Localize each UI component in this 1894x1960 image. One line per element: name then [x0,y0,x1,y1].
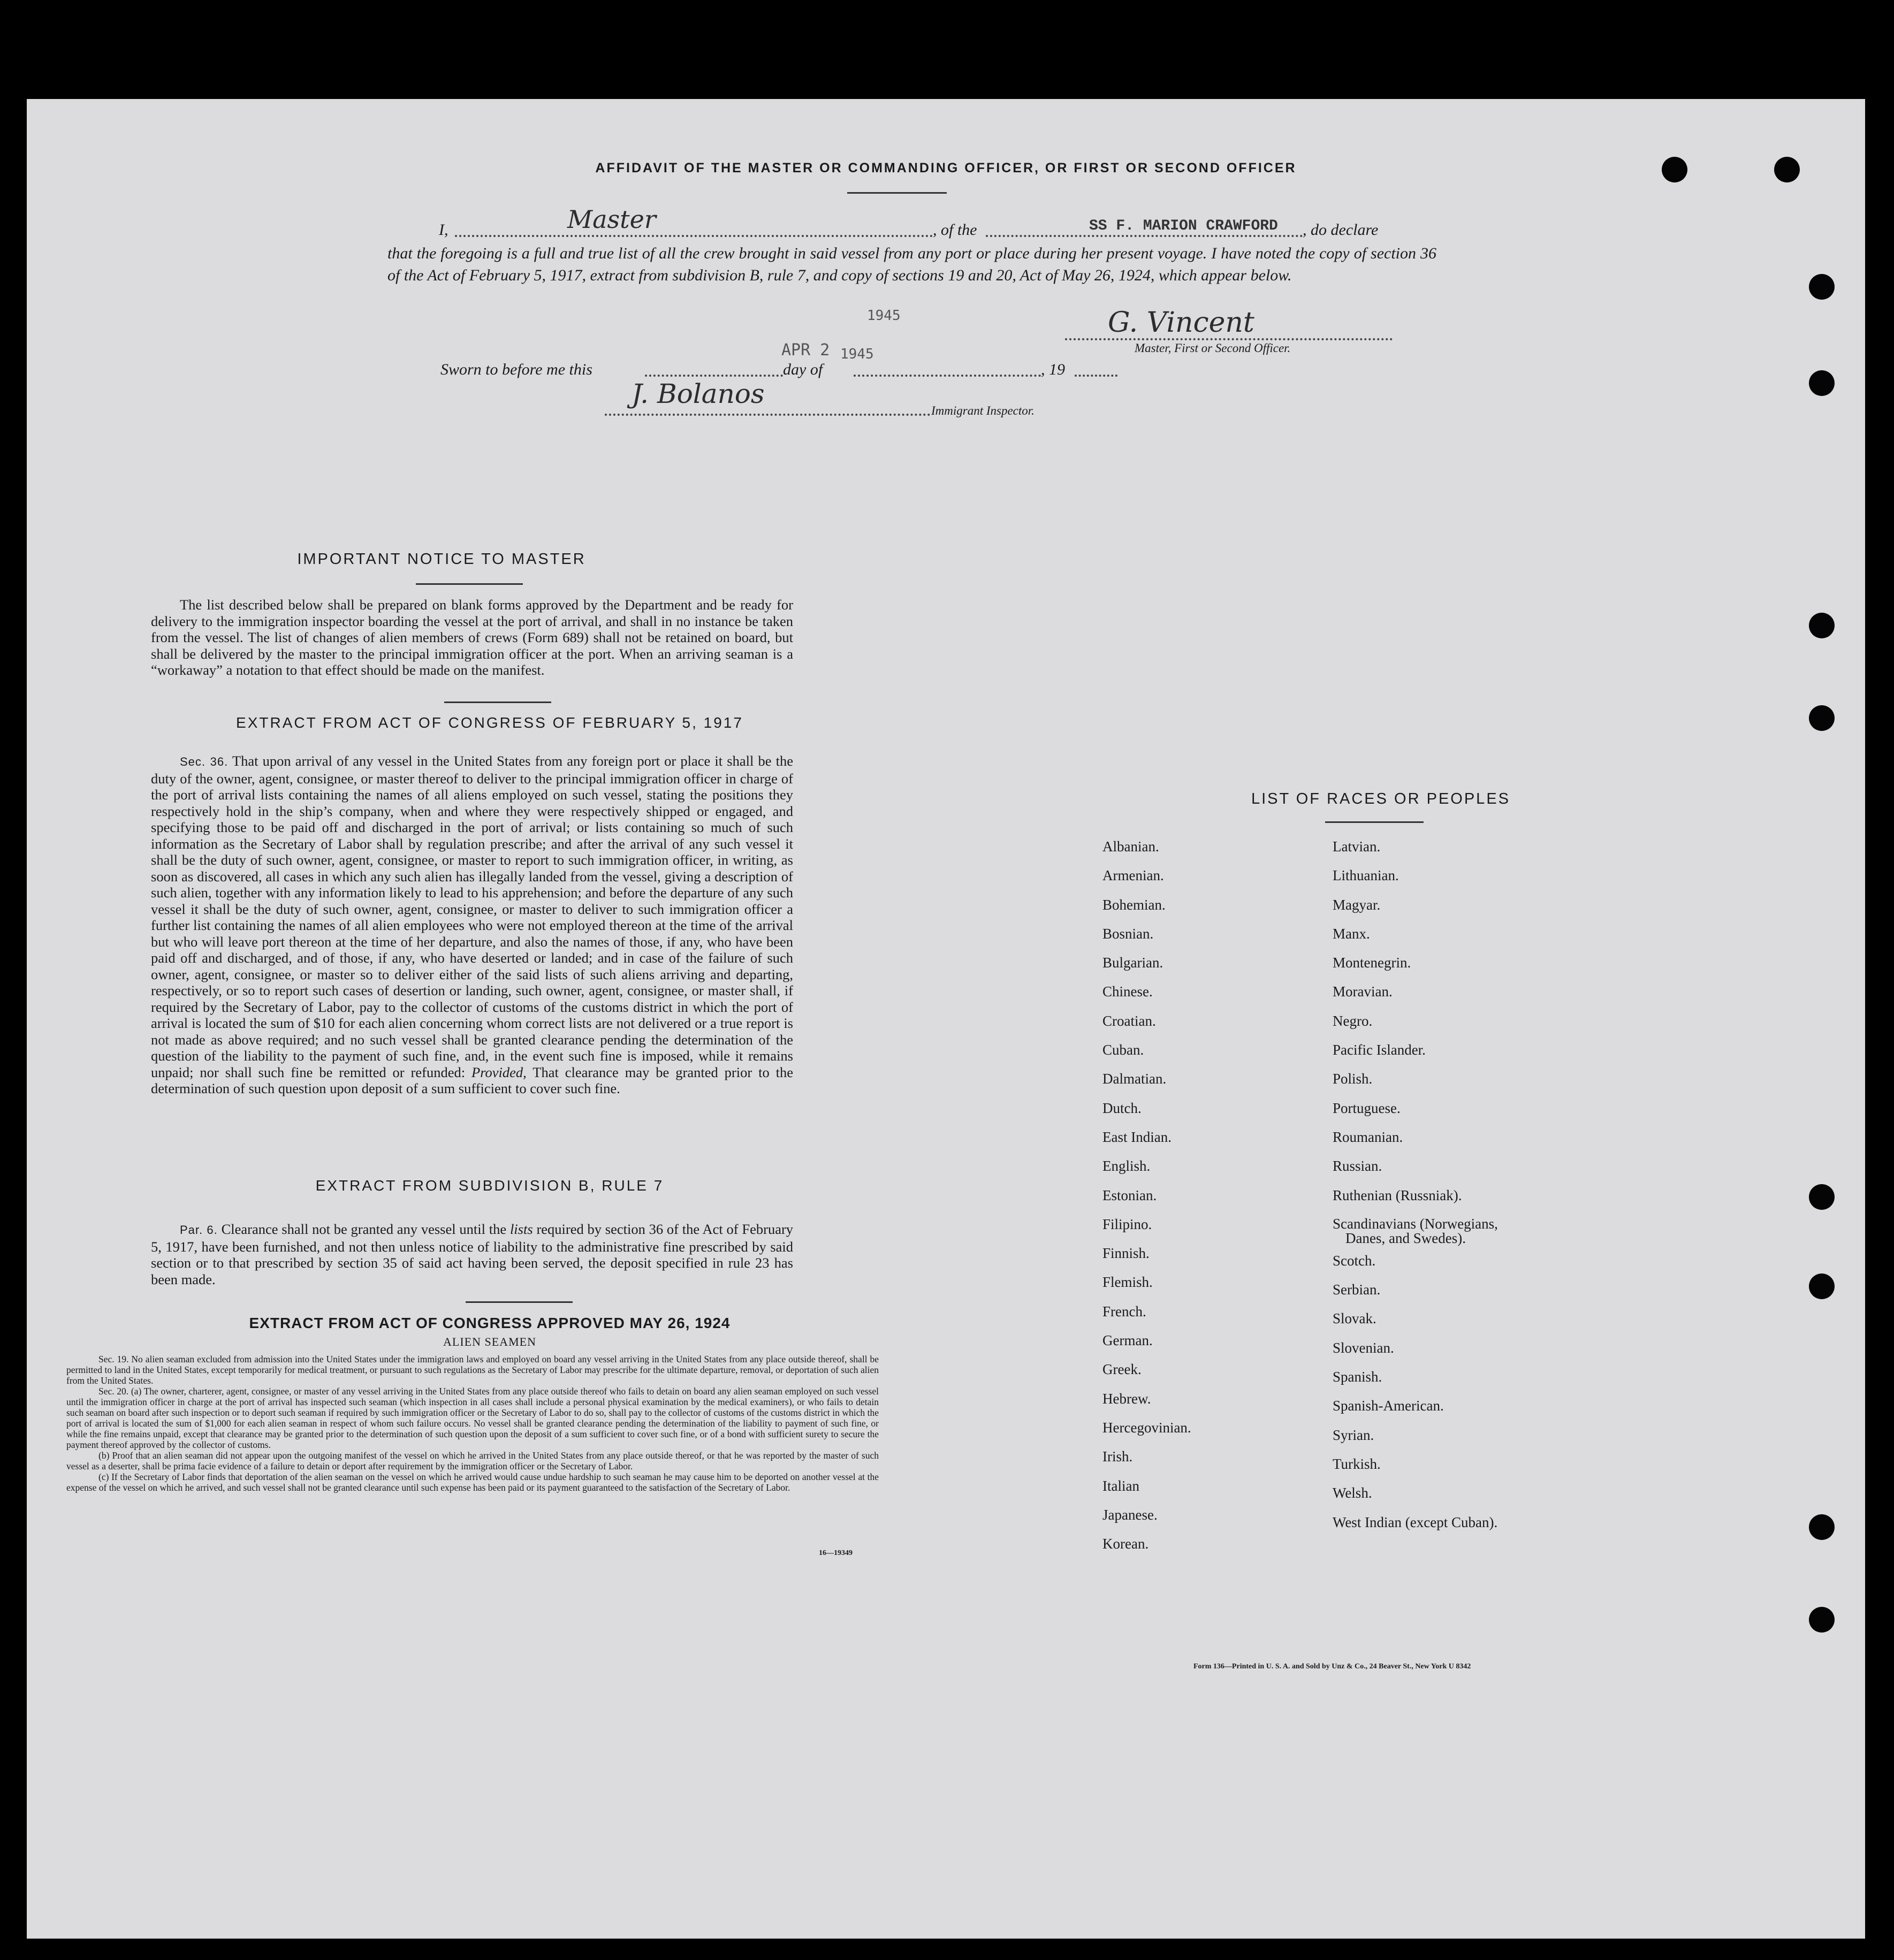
punch-hole [1809,613,1835,638]
rule7-text-b: required by section 36 of the Act of February 5, 1917, have been furnished, and not then unless notice of liability to the administrative fine prescribed by said section or to that prescribed by section 35 of said act having been served, the deposit specified in rule 23 has been made. [151,1221,794,1287]
punch-hole [1809,1514,1835,1540]
race-item: Portuguese. [1333,1100,1401,1116]
race-item: Chinese. [1102,983,1153,1000]
race-item: Danes, and Swedes). [1345,1230,1466,1246]
race-item: Spanish. [1333,1369,1382,1385]
notice-end-rule [444,701,551,703]
master-signature: G. Vincent [1108,307,1254,339]
rule7-end-rule [466,1301,573,1303]
sec-19-text: Sec. 19. No alien seaman excluded from admission into the United States under the immigration laws and employed on board any vessel arriving in the United States from any place outside thereof, shall be permitted to land in the United States, except temporarily for medical treatment, or pursuant to such regulations as the Secretary of Labor may prescribe for the ultimate departure, removal, or deportation of such alien from the United States. [66,1354,879,1386]
race-item: Dutch. [1102,1100,1142,1116]
extract-rule7-title: EXTRACT FROM SUBDIVISION B, RULE 7 [315,1177,664,1194]
punch-hole [1809,705,1835,731]
affidavit-title: AFFIDAVIT OF THE MASTER OR COMMANDING OFFICER, OR FIRST OR SECOND OFFICER [595,161,1297,176]
races-title-rule [1325,821,1424,823]
master-signature-label: Master, First or Second Officer. [1135,341,1291,355]
punch-hole [1809,1273,1835,1299]
affidavit-body: that the foregoing is a full and true list of all the crew brought in said vessel from any port or place during her present voyage. I have noted the copy of section 36 of the Act of February 5, 1917, extract from subdivision B, rule 7, and copy of sections 19 and 20, Act of May 26, 1924, which appear below. [387,245,1436,284]
punch-hole [1809,1607,1835,1633]
notice-body: The list described below shall be prepared on blank forms approved by the Department and be ready for delivery to the immigration inspector boarding the vessel at the port of arrival, and shall in no instance be taken from the vessel. The list of changes of alien members of crews (Form 689) shall not be retained on board, but shall be delivered by the master to the principal immigration officer at the port. When an arriving seaman is a “workaway” a notation to that effect should be made on the manifest. [151,597,793,678]
race-item: Croatian. [1102,1012,1156,1029]
inspector-signature-line [605,414,930,416]
race-item: Finnish. [1102,1245,1150,1262]
notice-title-rule [416,583,523,585]
section-36-label: Sec. 36. [180,755,229,768]
race-item: Scandinavians (Norwegians, [1333,1215,1498,1232]
race-item: Russian. [1333,1158,1382,1175]
races-title: LIST OF RACES OR PEOPLES [1251,790,1511,807]
race-item: West Indian (except Cuban). [1333,1514,1498,1530]
race-item: Lithuanian. [1333,867,1399,884]
race-item: Bohemian. [1102,896,1166,913]
provided-label: Provided, [471,1064,527,1080]
date-stamp-faint: 1945 [867,308,901,324]
sec-20b-text: (b) Proof that an alien seaman did not appear upon the outgoing manifest of the vessel on which he arrived in the United States from any place outside thereof, or that he was reported by the master of such vessel as a deserter, shall be prima facie evidence of a failure to detain or deport after requirement by the immigration officer or the Secretary of Labor. [66,1450,879,1471]
punch-hole [1774,157,1800,182]
affidavit-of-the-label: , of the [933,221,977,239]
races-left-column [1102,832,1191,1558]
affidavit-do-declare-label: , do declare [1303,221,1379,239]
race-item: Flemish. [1102,1274,1153,1291]
extract-1917-body [151,753,793,1097]
extract-rule7-body [151,1221,793,1287]
race-item: Hercegovinian. [1102,1419,1191,1436]
document-page [27,99,1865,1939]
race-item: Armenian. [1102,867,1164,884]
races-right-column [1333,832,1498,1537]
race-item: Filipino. [1102,1216,1152,1232]
race-item: Magyar. [1333,896,1381,913]
race-item: Dalmatian. [1102,1071,1167,1087]
extract-1924-title: EXTRACT FROM ACT OF CONGRESS APPROVED MAY 26, 1924 [249,1315,731,1331]
vessel-name-typed: SS F. MARION CRAWFORD [1089,218,1278,234]
race-item: Polish. [1333,1071,1373,1087]
sworn-day-label: day of [783,361,823,378]
race-item: English. [1102,1158,1151,1175]
extract-1924-body [66,1354,879,1493]
race-item: German. [1102,1332,1153,1349]
race-item: Latvian. [1333,838,1381,855]
race-item: Slovenian. [1333,1339,1394,1356]
race-item: Korean. [1102,1536,1149,1552]
notice-title: IMPORTANT NOTICE TO MASTER [297,551,586,568]
sec-20c-text: (c) If the Secretary of Labor finds that deportation of the alien seaman on the vessel on which he arrived would cause undue hardship to such seaman he may cause him to be deported on another vessel at the expense of the vessel on which he arrived, and such vessel shall not be granted clearance until such expense has been paid or its payment guaranteed to the satisfaction of the Secretary of Labor. [66,1471,879,1493]
race-item: Scotch. [1333,1252,1376,1269]
master-name-handwriting: Master [567,205,656,234]
race-item: Greek. [1102,1361,1142,1378]
printer-footer: Form 136—Printed in U. S. A. and Sold by Unz & Co., 24 Beaver St., New York U 8342 [1193,1662,1471,1671]
punch-hole [1809,370,1835,396]
date-stamp: APR 2 [781,341,830,360]
punch-hole [1662,157,1687,182]
race-item: Montenegrin. [1333,955,1411,971]
par-6-label: Par. 6. [180,1223,218,1237]
race-item: Spanish-American. [1333,1398,1444,1414]
rule7-lists-word: lists [509,1221,533,1237]
race-item: Bulgarian. [1102,955,1163,971]
race-item: Albanian. [1102,838,1159,855]
extract-1917-title: EXTRACT FROM ACT OF CONGRESS OF FEBRUARY 5, 1917 [236,714,743,731]
race-item: Hebrew. [1102,1390,1151,1407]
race-item: Welsh. [1333,1485,1372,1501]
sworn-day-line [645,375,783,377]
race-item: Serbian. [1333,1282,1381,1298]
master-name-line [455,235,933,237]
punch-hole [1809,274,1835,300]
sworn-year-line [1075,375,1117,377]
section-36-end: That clearance may be granted prior to the determination of such question upon deposit of a sum sufficient to cover such fine. [151,1064,794,1096]
sworn-year-label: , 19 [1041,361,1065,378]
race-item: Italian [1102,1477,1139,1494]
race-item: Ruthenian (Russniak). [1333,1187,1462,1203]
rule7-text-a: Clearance shall not be granted any vessel until the [221,1221,507,1237]
race-item: Estonian. [1102,1187,1157,1203]
race-item: Irish. [1102,1448,1133,1465]
punch-hole [1809,1184,1835,1210]
vessel-name-line [986,235,1303,237]
form-code: 16—19349 [819,1549,853,1557]
race-item: Pacific Islander. [1333,1042,1426,1058]
race-item: Bosnian. [1102,925,1154,942]
race-item: Cuban. [1102,1042,1144,1058]
race-item: East Indian. [1102,1128,1172,1145]
race-item: Roumanian. [1333,1128,1403,1145]
extract-1924-subtitle: ALIEN SEAMEN [443,1335,536,1348]
race-item: Slovak. [1333,1310,1376,1327]
sworn-label: Sworn to before me this [440,361,592,378]
race-item: Manx. [1333,925,1370,942]
inspector-label: Immigrant Inspector. [931,404,1035,417]
inspector-signature: J. Bolanos [632,378,765,409]
race-item: French. [1102,1303,1146,1320]
section-36-text: That upon arrival of any vessel in the United States from any foreign port or place it shall be the duty of the owner, agent, consignee, or master thereof to deliver to the principal immigration officer in charge of the port of arrival lists containing the names of all aliens employed on such vessel, stating the positions they respectively hold in the ship’s company, when and where they were respectively shipped or engaged, and specifying those to be paid off and discharged in the port of arrival; or lists containing so much of such information as the Secretary of Labor shall by regulation prescribe; and after the arrival of any such vessel it shall be the duty of such owner, agent, consignee, or master to report to such immigration officer, in writing, as soon as discovered, all cases in which any such alien has illegally landed from the vessel, giving a description of such alien, together with any information likely to lead to his apprehension; and before the departure of any such vessel it shall be the duty of such owner, agent, consignee, or master to deliver to such immigration officer a further list containing the names of all alien employees who were not employed thereon at the time of the arrival but who will leave port thereon at the time of her departure, and also the names of those, if any, who have been paid off and discharged, and of those, if any, who have deserted or landed; and in case of the failure of such owner, agent, consignee, or master so to deliver either of the said lists of such aliens arriving and departing, respectively, or so to report such cases of desertion or landing, such owner, agent, consignee, or master shall, if required by the Secretary of Labor, pay to the collector of customs of the customs district in which the port of arrival is located the sum of $10 for each alien concerning whom correct lists are not delivered or a true report is not made as above required; and no such vessel shall be granted clearance pending the determination of the question of the liability to the payment of such fine, and, in the event such fine is imposed, while it remains unpaid; nor shall such fine be remitted or refunded: [151,753,794,1080]
affidavit-i-label: I, [439,221,448,239]
race-item: Turkish. [1333,1455,1381,1472]
affidavit-title-rule [847,192,947,194]
race-item: Japanese. [1102,1506,1158,1523]
race-item: Moravian. [1333,983,1393,1000]
sworn-month-line [854,375,1041,377]
race-item: Negro. [1333,1012,1373,1029]
race-item: Syrian. [1333,1427,1374,1443]
sec-20a-text: Sec. 20. (a) The owner, charterer, agent, consignee, or master of any vessel arriving in the United States from any place outside thereof who fails to detain on board any alien seaman employed on such vessel until the immigration officer in charge at the port of arrival has inspected such seaman (which inspection in all cases shall include a personal physical examination by the medical examiners), or who fails to detain such seaman on board after such inspection or to deport such seaman if required by such immigration officer or the Secretary of Labor to do so, shall pay to the collector of customs of the customs district in which the port of arrival is located the sum of $1,000 for each alien seaman in respect of whom such failure occurs. No vessel shall be granted clearance pending the determination of the liability to payment of such fine, or while the fine remains unpaid, except that clearance may be granted prior to the determination of such question upon the deposit of a sum sufficient to cover such fine, or of a bond with sufficient surety to secure the payment thereof approved by the collector of customs. [66,1386,879,1450]
date-stamp-year: 1945 [840,346,874,362]
